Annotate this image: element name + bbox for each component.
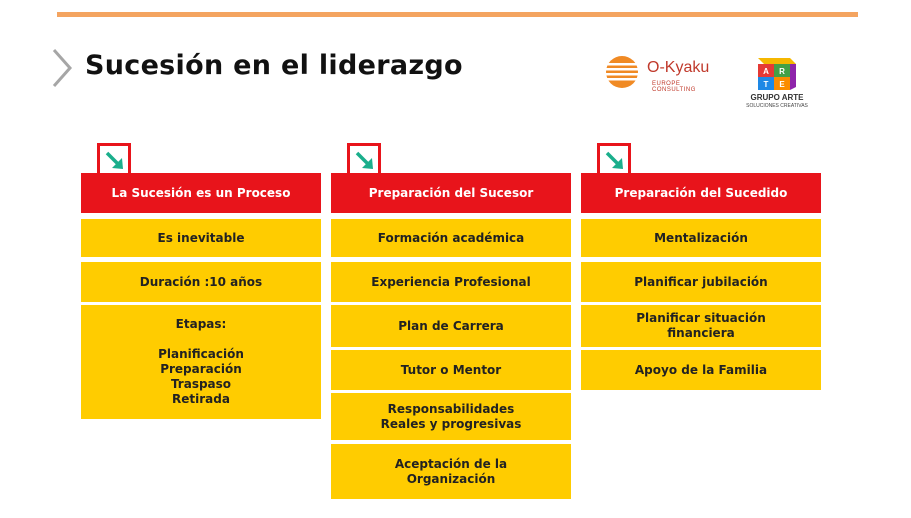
list-item-text — [199, 332, 203, 347]
grupo-arte-tagline: SOLUCIONES CREATIVAS — [746, 103, 808, 109]
cube-letter-a: A — [763, 67, 769, 76]
list-item-text: Aceptación de la — [394, 456, 508, 471]
list-item — [331, 305, 571, 347]
list-item — [81, 219, 321, 257]
list-item-text: Apoyo de la Familia — [634, 362, 768, 377]
list-item-text: Es inevitable — [157, 230, 245, 245]
grupo-arte-logo — [742, 54, 812, 112]
cube-icon — [750, 54, 798, 92]
list-item-text: financiera — [667, 326, 735, 340]
list-item-text: Planificar situación — [636, 311, 766, 325]
list-item — [581, 262, 821, 302]
list-item-text: Mentalización — [654, 230, 748, 245]
list-item-text: Etapas: — [175, 317, 227, 331]
list-item-text: Reales y progresivas — [380, 416, 522, 431]
list-item-text: Traspaso — [170, 377, 232, 391]
cube-letter-e: E — [779, 80, 785, 89]
list-item — [81, 305, 321, 419]
okyaku-name: O-Kyaku — [647, 59, 710, 76]
column-header: Preparación del Sucedido — [581, 173, 821, 213]
arrow-down-right-icon — [104, 150, 126, 172]
list-item-text: Organización — [406, 471, 496, 486]
okyaku-subtitle: EUROPE CONSULTING — [652, 81, 696, 93]
list-item — [331, 350, 571, 390]
list-item-text: Duración :10 años — [139, 274, 263, 289]
arrow-down-right-icon — [354, 150, 376, 172]
list-item-text: Preparación — [160, 362, 242, 376]
list-item-text: Tutor o Mentor — [400, 362, 502, 377]
accent-bar — [57, 12, 858, 17]
list-item-text: Planificar jubilación — [634, 274, 768, 289]
list-item — [331, 219, 571, 257]
grupo-arte-name: GRUPO ARTE — [750, 93, 804, 102]
chevron-right-icon — [50, 48, 74, 88]
list-item — [331, 262, 571, 302]
list-item-text: Plan de Carrera — [398, 318, 504, 333]
list-item — [581, 305, 821, 347]
column-header: La Sucesión es un Proceso — [81, 173, 321, 213]
column-header: Preparación del Sucesor — [331, 173, 571, 213]
list-item — [581, 350, 821, 390]
page-title: Sucesión en el liderazgo — [85, 50, 463, 81]
list-item — [331, 444, 571, 499]
list-item — [581, 219, 821, 257]
okyaku-logo-icon — [602, 54, 642, 90]
list-item-text: Responsabilidades — [387, 401, 515, 416]
list-item-text: Planificación — [158, 347, 244, 361]
list-item-text: Experiencia Profesional — [371, 274, 531, 289]
okyaku-logo — [602, 52, 722, 92]
list-item — [331, 393, 571, 440]
list-item-text: Retirada — [172, 392, 230, 406]
arrow-down-right-icon — [604, 150, 626, 172]
cube-letter-r: R — [779, 67, 785, 76]
list-item — [81, 262, 321, 302]
column-tab — [97, 143, 131, 175]
cube-letter-t: T — [763, 80, 769, 89]
list-item-text: Formación académica — [377, 230, 525, 245]
column-tab — [597, 143, 631, 175]
column-tab — [347, 143, 381, 175]
